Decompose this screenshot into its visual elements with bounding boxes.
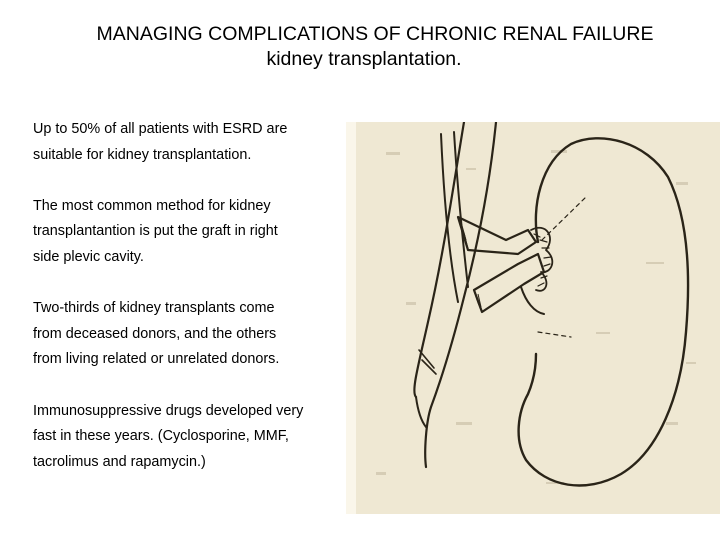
kidney-graft-drawing <box>346 122 720 514</box>
paragraph-donors <box>33 296 363 373</box>
title-main: MANAGING COMPLICATIONS OF CHRONIC RENAL FAILURE <box>96 23 654 45</box>
paper-edge <box>346 122 356 514</box>
slide-title <box>0 22 728 72</box>
text-line: from deceased donors, and the others <box>33 325 277 342</box>
text-line: Two-thirds of kidney transplants come <box>33 300 275 317</box>
title-subtitle: kidney transplantation. <box>266 48 462 70</box>
body-text <box>33 117 363 501</box>
paper-background <box>346 122 720 514</box>
text-line: The most common method for kidney <box>33 197 271 214</box>
paragraph-eligibility <box>33 117 363 168</box>
text-line: Up to 50% of all patients with ESRD are <box>33 121 288 137</box>
paragraph-immunosuppression <box>33 399 363 476</box>
text-line: Immunosuppressive drugs developed very <box>33 402 304 419</box>
text-line: side plevic cavity. <box>33 248 144 265</box>
text-line: tacrolimus and rapamycin.) <box>33 453 206 470</box>
text-line: from living related or unrelated donors. <box>33 351 280 368</box>
paragraph-method <box>33 194 363 271</box>
kidney-transplant-illustration <box>346 122 720 514</box>
text-line: fast in these years. (Cyclosporine, MMF, <box>33 428 289 445</box>
text-line: suitable for kidney transplantation. <box>33 146 252 163</box>
text-line: transplantantion is put the graft in right <box>33 223 278 240</box>
